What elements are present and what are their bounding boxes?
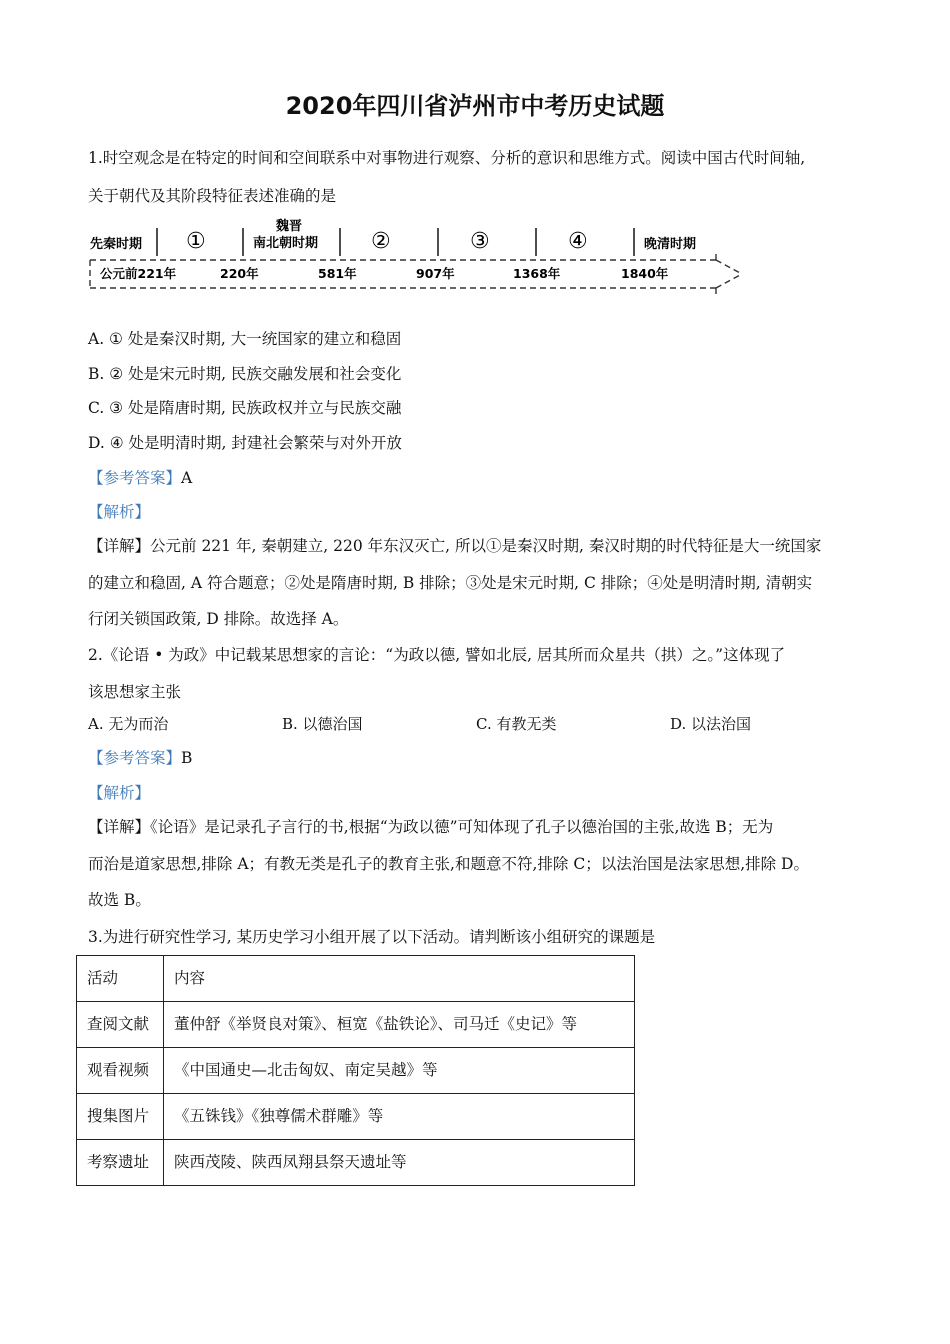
table-cell: 《中国通史—北击匈奴、南定吴越》等 (164, 1048, 635, 1094)
table-row (77, 1094, 635, 1140)
q1-answer (88, 466, 192, 488)
era-3: ③ (470, 229, 490, 254)
q1-stem-line2: 关于朝代及其阶段特征表述准确的是 (88, 187, 337, 205)
table-header-cell: 活动 (77, 956, 164, 1002)
q2-detail-line3: 故选 B。 (88, 891, 151, 909)
year-221bc: 公元前221年 (100, 266, 177, 281)
q2-option-b: B. 以德治国 (282, 715, 363, 733)
q2-detail-line2: 而治是道家思想,排除 A；有教无类是孔子的教育主张,和题意不符,排除 C；以法治国是法家思想,排除 D。 (88, 855, 809, 873)
table-row (77, 1048, 635, 1094)
era-nanbeichao: 南北朝时期 (253, 236, 319, 251)
era-weijin: 魏晋 (276, 219, 303, 234)
detail-text: 公元前 221 年, 秦朝建立, 220 年东汉灭亡, 所以①是秦汉时期, 秦汉时期的时代特征是大一统国家 (150, 537, 822, 555)
era-late-qing: 晚清时期 (644, 237, 697, 252)
detail-label: 【详解】 (88, 818, 151, 836)
year-1840: 1840年 (621, 266, 669, 281)
q2-stem-line2: 该思想家主张 (88, 683, 182, 701)
table-cell: 董仲舒《举贤良对策》、桓宽《盐铁论》、司马迁《史记》等 (164, 1002, 635, 1048)
year-907: 907年 (416, 266, 455, 281)
q2-option-d: D. 以法治国 (670, 715, 752, 733)
q2-stem-line1: 2.《论语 • 为政》中记载某思想家的言论：“为政以德, 譬如北辰, 居其所而众星共（拱）之。”这体现了 (88, 646, 786, 664)
q2-answer (88, 746, 192, 768)
table-header-row (77, 956, 635, 1002)
q1-detail-line1 (88, 534, 821, 556)
table-row (77, 1140, 635, 1186)
q1-option-b: B. ② 处是宋元时期, 民族交融发展和社会变化 (88, 365, 402, 383)
era-2: ② (371, 229, 391, 254)
page-title: 2020年四川省泸州市中考历史试题 (285, 92, 665, 120)
detail-label: 【详解】 (88, 537, 151, 555)
year-1368: 1368年 (513, 266, 561, 281)
year-581: 581年 (318, 266, 357, 281)
era-pre-qin: 先秦时期 (90, 237, 143, 252)
answer-value: B (181, 749, 193, 767)
table-cell: 《五铢钱》《独尊儒术群雕》等 (164, 1094, 635, 1140)
q2-option-a: A. 无为而治 (88, 715, 169, 733)
q2-analysis-label: 【解析】 (88, 784, 151, 802)
table-cell: 查阅文献 (77, 1002, 164, 1048)
answer-label: 【参考答案】 (88, 749, 182, 767)
timeline-figure (86, 216, 752, 304)
q1-stem-line1: 1.时空观念是在特定的时间和空间联系中对事物进行观察、分析的意识和思维方式。阅读中国古代时间轴, (88, 149, 806, 167)
table-cell: 搜集图片 (77, 1094, 164, 1140)
q2-option-c: C. 有教无类 (476, 715, 557, 733)
table-cell: 考察遗址 (77, 1140, 164, 1186)
q1-analysis-label: 【解析】 (88, 503, 151, 521)
q1-option-d: D. ④ 处是明清时期, 封建社会繁荣与对外开放 (88, 434, 402, 452)
q1-detail-line2: 的建立和稳固, A 符合题意；②处是隋唐时期, B 排除；③处是宋元时期, C 排除；④处是明清时期, 清朝实 (88, 574, 813, 592)
answer-value: A (181, 469, 193, 487)
q1-detail-line3: 行闭关锁国政策, D 排除。故选择 A。 (88, 610, 349, 628)
q2-detail-line1 (88, 815, 773, 837)
table-header-cell: 内容 (164, 956, 635, 1002)
table-cell: 观看视频 (77, 1048, 164, 1094)
q1-option-c: C. ③ 处是隋唐时期, 民族政权并立与民族交融 (88, 399, 402, 417)
year-220: 220年 (220, 266, 259, 281)
answer-label: 【参考答案】 (88, 469, 182, 487)
q1-option-a: A. ① 处是秦汉时期, 大一统国家的建立和稳固 (88, 330, 402, 348)
table-row (77, 1002, 635, 1048)
era-1: ① (186, 229, 206, 254)
q3-stem: 3.为进行研究性学习, 某历史学习小组开展了以下活动。请判断该小组研究的课题是 (88, 928, 656, 946)
detail-text: 《论语》是记录孔子言行的书,根据“为政以德”可知体现了孔子以德治国的主张,故选 B；无为 (150, 818, 774, 836)
activity-table (76, 955, 635, 1186)
era-4: ④ (568, 229, 588, 254)
table-cell: 陕西茂陵、陕西凤翔县祭天遗址等 (164, 1140, 635, 1186)
